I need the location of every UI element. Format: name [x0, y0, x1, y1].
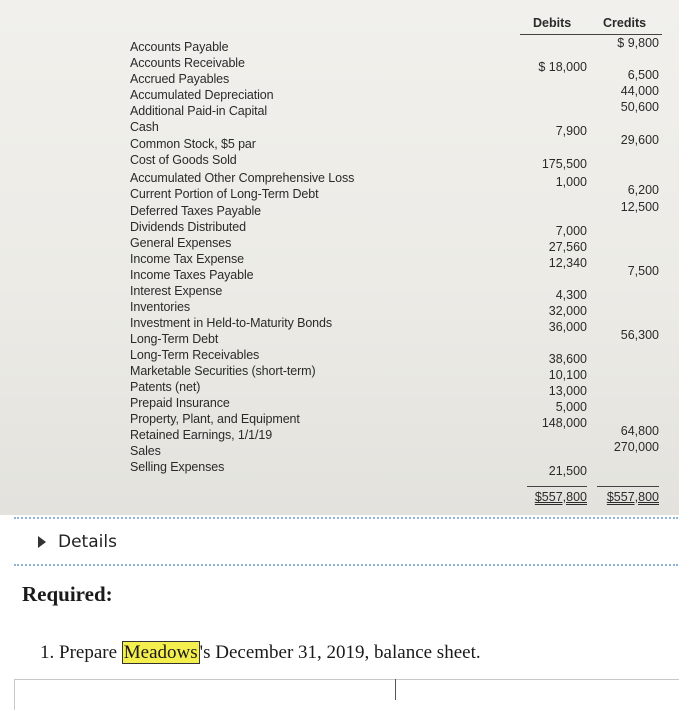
account-name: Sales	[130, 444, 161, 458]
question-prefix: 1. Prepare	[40, 642, 122, 663]
debit-amount: $ 18,000	[538, 60, 587, 74]
account-row	[0, 316, 679, 332]
account-name: Long-Term Debt	[130, 332, 219, 346]
credit-amount: 64,800	[620, 424, 659, 438]
credit-amount: 44,000	[620, 84, 659, 98]
account-row	[0, 424, 679, 444]
account-row	[0, 396, 679, 412]
credit-total-rule	[597, 486, 659, 487]
account-row	[0, 328, 679, 348]
account-name: Investment in Held-to-Maturity Bonds	[130, 316, 333, 330]
account-name: Additional Paid-in Capital	[130, 104, 268, 118]
question-suffix: 's December 31, 2019, balance sheet.	[199, 642, 481, 663]
account-name: Prepaid Insurance	[130, 396, 230, 410]
separator-bottom	[14, 564, 678, 566]
details-toggle[interactable]	[14, 522, 678, 562]
account-row	[0, 120, 679, 136]
account-name: Accounts Receivable	[130, 56, 245, 70]
debit-amount: 13,000	[548, 384, 587, 398]
debit-amount: 7,900	[555, 124, 587, 138]
account-row	[0, 460, 679, 476]
debit-total-rule	[527, 486, 587, 487]
account-row	[0, 133, 679, 153]
account-name: Cash	[130, 120, 159, 134]
debits-header: Debits	[533, 16, 572, 30]
question-text	[40, 642, 481, 664]
totals-row	[0, 490, 679, 508]
debit-amount: 38,600	[548, 352, 587, 366]
debit-total: $557,800	[534, 490, 587, 504]
debit-amount: 175,500	[541, 157, 587, 171]
account-row	[0, 84, 679, 104]
account-name: Accumulated Other Comprehensive Loss	[130, 171, 355, 185]
account-row	[0, 36, 679, 56]
account-row	[0, 56, 679, 72]
account-row	[0, 220, 679, 236]
credit-total: $557,800	[606, 490, 659, 504]
account-name: Interest Expense	[130, 284, 223, 298]
account-name: Accrued Payables	[130, 72, 230, 86]
account-name: Deferred Taxes Payable	[130, 204, 261, 218]
debit-amount: 32,000	[548, 304, 587, 318]
debit-amount: 36,000	[548, 320, 587, 334]
account-name: Accounts Payable	[130, 40, 229, 54]
account-name: Dividends Distributed	[130, 220, 247, 234]
account-row	[0, 412, 679, 428]
account-row	[0, 200, 679, 220]
credit-amount: 56,300	[620, 328, 659, 342]
account-row	[0, 264, 679, 284]
account-row	[0, 183, 679, 203]
account-name: Cost of Goods Sold	[130, 153, 237, 167]
account-row	[0, 171, 679, 187]
debit-amount: 1,000	[555, 175, 587, 189]
account-name: Selling Expenses	[130, 460, 225, 474]
account-row	[0, 364, 679, 380]
account-name: Retained Earnings, 1/1/19	[130, 428, 273, 442]
account-row	[0, 100, 679, 120]
debit-amount: 148,000	[541, 416, 587, 430]
account-row	[0, 380, 679, 396]
debit-amount: 4,300	[555, 288, 587, 302]
credit-amount: 29,600	[620, 133, 659, 147]
answer-table-top	[14, 679, 679, 710]
debit-amount: 27,560	[548, 240, 587, 254]
account-name: Property, Plant, and Equipment	[130, 412, 300, 426]
separator-top	[14, 517, 678, 519]
credit-amount: 50,600	[620, 100, 659, 114]
account-row	[0, 236, 679, 252]
answer-table-divider	[395, 679, 396, 700]
credit-amount: 12,500	[620, 200, 659, 214]
account-name: Accumulated Depreciation	[130, 88, 274, 102]
credits-header: Credits	[603, 16, 647, 30]
debit-amount: 5,000	[555, 400, 587, 414]
debit-amount: 21,500	[548, 464, 587, 478]
account-row	[0, 300, 679, 316]
account-row	[0, 284, 679, 300]
account-name: Income Tax Expense	[130, 252, 245, 266]
account-row	[0, 440, 679, 460]
account-row	[0, 68, 679, 88]
account-name: Inventories	[130, 300, 191, 314]
account-name: Income Taxes Payable	[130, 268, 254, 282]
account-row	[0, 348, 679, 364]
details-label: Details	[58, 532, 117, 552]
debit-amount: 10,100	[548, 368, 587, 382]
account-name: Current Portion of Long-Term Debt	[130, 187, 319, 201]
credit-amount: 7,500	[627, 264, 659, 278]
account-name: Common Stock, $5 par	[130, 137, 256, 151]
highlighted-company-name: Meadows	[123, 642, 198, 663]
account-row	[0, 252, 679, 268]
account-row	[0, 153, 679, 169]
header-rule	[520, 34, 662, 35]
account-name: General Expenses	[130, 236, 232, 250]
credit-amount: $ 9,800	[617, 36, 659, 50]
account-name: Patents (net)	[130, 380, 201, 394]
account-name: Long-Term Receivables	[130, 348, 260, 362]
debit-amount: 7,000	[555, 224, 587, 238]
expand-triangle-icon	[38, 536, 46, 548]
required-heading: Required:	[22, 582, 113, 606]
debit-amount: 12,340	[548, 256, 587, 270]
credit-amount: 6,200	[627, 183, 659, 197]
account-name: Marketable Securities (short-term)	[130, 364, 316, 378]
credit-amount: 270,000	[613, 440, 659, 454]
credit-amount: 6,500	[627, 68, 659, 82]
